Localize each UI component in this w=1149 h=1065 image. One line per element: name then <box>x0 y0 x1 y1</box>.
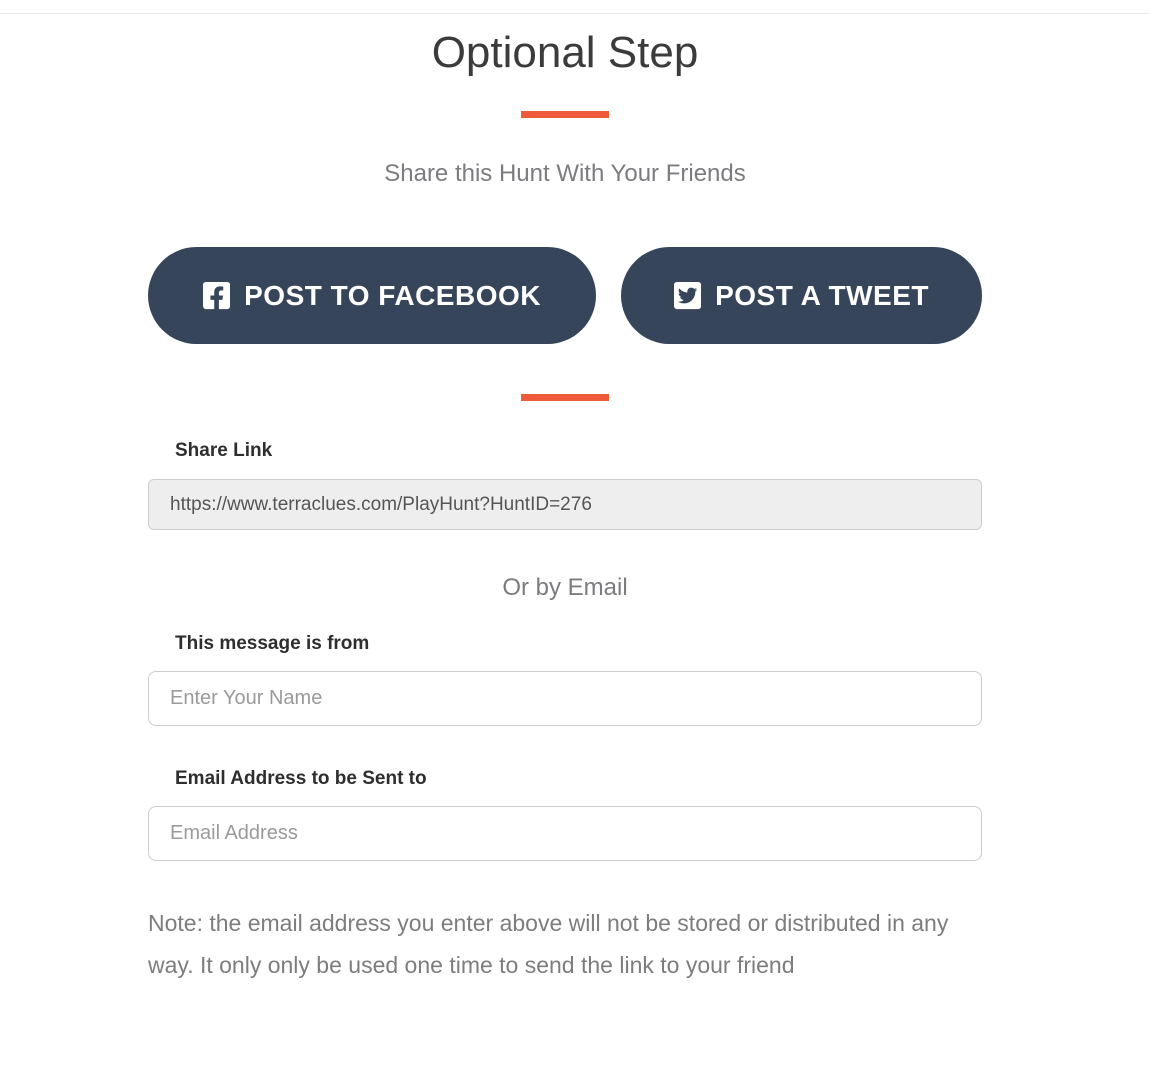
share-link-label: Share Link <box>175 440 273 461</box>
twitter-button-label: POST A TWEET <box>715 279 930 311</box>
message-from-label: This message is from <box>175 633 370 654</box>
accent-divider <box>521 111 609 118</box>
social-buttons-row <box>148 247 982 344</box>
facebook-square-icon <box>203 280 230 311</box>
share-subtitle: Share this Hunt With Your Friends <box>384 160 746 187</box>
recipient-email-input[interactable] <box>148 806 982 861</box>
post-a-tweet-button[interactable] <box>621 247 982 344</box>
share-page-container <box>148 25 982 986</box>
top-divider-line <box>0 13 1149 14</box>
privacy-note: Note: the email address you enter above will not be stored or distributed in any way. It only only be used one time to send the link to your friend <box>148 910 949 978</box>
twitter-square-icon <box>674 280 701 311</box>
email-to-label: Email Address to be Sent to <box>175 768 427 789</box>
post-to-facebook-button[interactable] <box>148 247 596 344</box>
accent-divider <box>521 394 609 401</box>
or-by-email-heading: Or by Email <box>502 574 628 601</box>
sender-name-input[interactable] <box>148 671 982 726</box>
page-title: Optional Step <box>431 28 699 77</box>
facebook-button-label: POST TO FACEBOOK <box>244 279 541 311</box>
share-link-input[interactable] <box>148 479 982 530</box>
